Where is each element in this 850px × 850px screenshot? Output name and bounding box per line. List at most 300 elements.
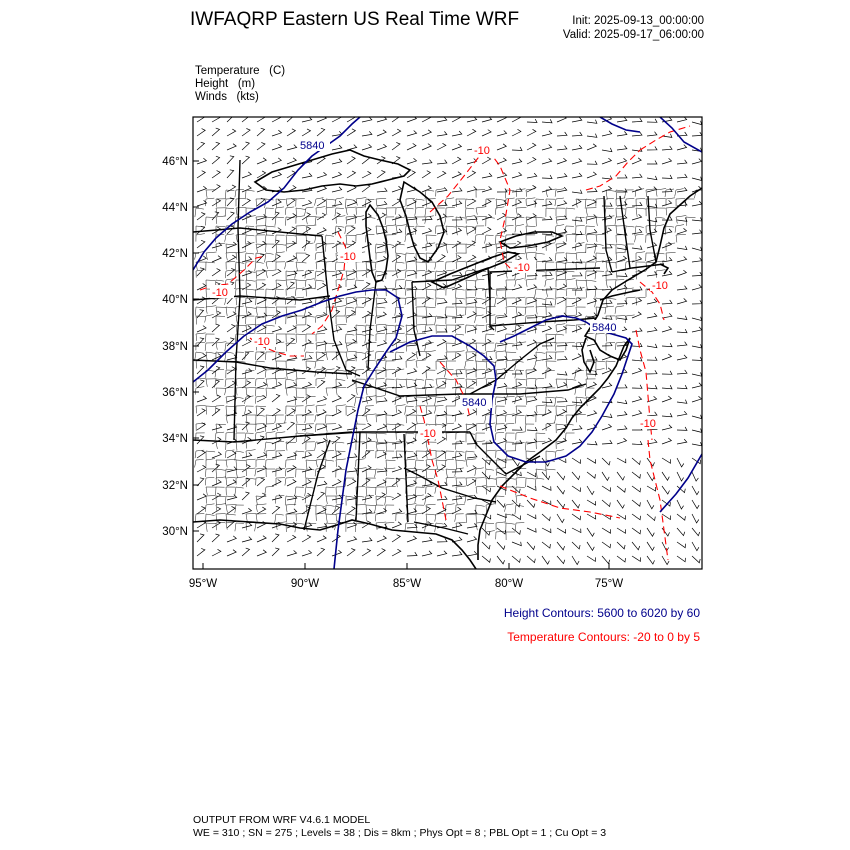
wind-barb: [212, 534, 219, 542]
county-line: [545, 262, 554, 270]
county-line: [406, 261, 416, 269]
county-line: [306, 460, 316, 469]
wind-barb: [602, 486, 611, 491]
county-line: [306, 288, 316, 296]
wind-barb: [677, 472, 684, 481]
wind-barb: [242, 537, 252, 542]
wind-barb: [542, 175, 552, 179]
county-line: [465, 199, 474, 208]
county-line: [386, 361, 395, 369]
wind-barb: [512, 172, 522, 178]
county-line: [275, 207, 284, 215]
wind-barb: [362, 131, 372, 136]
county-line: [266, 307, 275, 316]
county-line: [565, 226, 574, 234]
wind-barb: [617, 411, 627, 416]
county-line: [476, 216, 487, 224]
county-line: [416, 307, 426, 315]
wind-barb: [557, 398, 567, 402]
wind-barb: [647, 119, 657, 123]
lon-label: 85°W: [392, 578, 422, 590]
county-line: [566, 298, 575, 307]
wind-barb: [617, 146, 627, 151]
county-line: [236, 207, 246, 215]
county-line: [306, 316, 315, 325]
wind-barb: [632, 328, 642, 332]
wind-barb: [647, 514, 655, 521]
wind-barb: [287, 114, 295, 122]
county-line: [526, 252, 536, 260]
county-line: [516, 477, 526, 485]
temperature-label: -10: [254, 336, 270, 348]
county-line: [515, 361, 524, 370]
wind-barb: [407, 158, 417, 164]
county-line: [625, 190, 634, 198]
wind-barb: [617, 486, 625, 492]
wind-barb: [617, 556, 626, 562]
wind-barb: [197, 465, 206, 472]
county-line: [446, 325, 456, 333]
wind-barb: [272, 495, 282, 500]
wind-barb: [512, 514, 521, 520]
county-line: [506, 306, 516, 314]
county-line: [375, 513, 384, 521]
wind-barb: [632, 343, 642, 347]
county-line: [306, 216, 316, 224]
county-line: [196, 405, 206, 413]
wind-barb: [467, 536, 477, 542]
county-line: [576, 414, 586, 422]
wind-barb: [257, 452, 267, 458]
county-line: [446, 477, 456, 485]
county-line: [246, 415, 256, 423]
wind-barb: [677, 542, 686, 548]
county-line: [606, 280, 616, 288]
county-line: [576, 217, 585, 226]
county-line: [616, 261, 625, 269]
wind-barb: [437, 117, 447, 122]
county-line: [455, 414, 464, 422]
wind-barb: [662, 242, 671, 248]
wind-barb: [332, 310, 340, 318]
county-line: [686, 217, 696, 226]
wind-barb: [377, 144, 386, 150]
wind-barb: [197, 366, 204, 374]
wind-barb: [572, 145, 582, 150]
county-line: [356, 433, 366, 441]
wind-barb: [602, 472, 609, 480]
wind-barb: [407, 494, 416, 500]
wind-barb: [572, 472, 580, 480]
county-line: [475, 478, 484, 486]
wind-barb: [452, 325, 461, 332]
wind-barb: [452, 396, 461, 403]
county-line: [305, 343, 314, 352]
county-line: [586, 208, 596, 216]
county-line: [415, 487, 424, 495]
wind-barb: [557, 270, 566, 276]
wind-barb: [497, 286, 507, 290]
wind-barb: [377, 229, 387, 234]
county-line: [325, 343, 334, 352]
wind-barb: [272, 200, 281, 206]
county-line: [576, 252, 586, 260]
wind-barb: [692, 542, 699, 551]
wind-barb: [677, 427, 687, 431]
wind-barb: [392, 410, 401, 416]
wind-barb: [602, 556, 610, 564]
county-line: [516, 415, 525, 424]
county-line: [356, 352, 365, 361]
county-line: [466, 514, 476, 523]
county-line: [426, 504, 436, 512]
wind-barb: [602, 424, 611, 430]
wind-barb: [497, 500, 505, 507]
wind-barb: [527, 285, 537, 291]
plot-title: IWFAQRP Eastern US Real Time WRF: [190, 9, 520, 30]
wind-barb: [197, 213, 205, 221]
lon-label: 80°W: [494, 578, 524, 590]
county-line: [456, 432, 465, 440]
wind-barb: [527, 173, 537, 178]
county-line: [265, 235, 274, 243]
wind-barb: [557, 556, 565, 564]
wind-barb: [557, 542, 565, 550]
county-line: [606, 298, 616, 307]
wind-barb: [602, 148, 612, 152]
wind-barb: [617, 542, 625, 549]
wind-barb: [527, 314, 537, 318]
wind-barb: [257, 115, 266, 122]
wind-barb: [287, 509, 297, 514]
county-line: [416, 271, 425, 279]
county-line: [256, 514, 266, 522]
county-line: [486, 531, 495, 539]
wind-barb: [662, 528, 670, 536]
wind-barb: [497, 213, 506, 220]
county-line: [306, 235, 316, 244]
wind-barb: [407, 368, 417, 374]
wind-barb: [332, 550, 341, 556]
wind-barb: [647, 486, 656, 491]
wind-barb: [257, 298, 266, 305]
wind-barb: [482, 157, 491, 164]
wind-barb: [287, 241, 296, 248]
wind-barb: [662, 472, 669, 480]
wind-barb: [512, 427, 522, 431]
county-line: [355, 307, 364, 315]
county-line: [646, 235, 655, 243]
county-line: [216, 522, 225, 530]
county-line: [426, 235, 436, 243]
wind-barb: [677, 355, 687, 360]
county-line: [416, 298, 425, 306]
county-line: [226, 459, 236, 467]
county-line: [236, 297, 246, 305]
county-line: [266, 244, 275, 252]
wind-barb: [392, 466, 402, 472]
county-line: [456, 460, 465, 469]
county-line: [555, 334, 564, 343]
wind-barb: [692, 500, 699, 509]
wind-barb: [197, 494, 206, 500]
county-line: [445, 262, 454, 270]
county-line: [485, 235, 494, 244]
county-line: [486, 306, 496, 314]
wind-barb: [677, 218, 687, 222]
county-line: [436, 415, 445, 424]
wind-barb: [557, 146, 567, 150]
county-line: [395, 369, 404, 377]
county-line: [536, 306, 546, 314]
county-line: [455, 514, 464, 522]
wind-barb: [227, 381, 236, 388]
county-line: [536, 469, 546, 478]
wind-barb: [557, 158, 566, 164]
county-line: [506, 523, 515, 532]
wind-barb: [602, 203, 612, 207]
wind-barb: [692, 344, 702, 348]
wind-barb: [527, 427, 537, 431]
init-time: Init: 2025-09-13_00:00:00: [572, 15, 704, 27]
county-line: [356, 298, 366, 306]
county-line: [366, 513, 375, 521]
wind-barb: [632, 202, 642, 206]
wind-barb: [317, 199, 326, 206]
wind-barb: [467, 199, 476, 206]
county-line: [306, 442, 315, 450]
wind-barb: [542, 528, 551, 533]
county-line: [275, 442, 284, 450]
wind-barb: [392, 326, 402, 332]
wind-barb: [512, 528, 520, 534]
county-line: [256, 415, 265, 424]
wind-barb: [347, 215, 357, 221]
wind-barb: [437, 299, 447, 304]
wind-barb: [617, 175, 627, 179]
county-line: [225, 352, 234, 361]
wind-barb: [602, 257, 612, 262]
wind-barb: [242, 453, 252, 458]
wind-barb: [452, 157, 461, 164]
county-line: [326, 207, 336, 215]
county-line: [385, 505, 394, 513]
county-line: [596, 253, 605, 261]
county-line: [375, 469, 384, 477]
county-line: [206, 459, 215, 467]
wind-barb: [392, 509, 402, 514]
wind-barb: [377, 382, 387, 388]
county-line: [525, 307, 534, 315]
county-line: [245, 262, 254, 270]
county-line: [595, 244, 604, 253]
county-line: [546, 307, 555, 315]
wind-barb: [677, 370, 687, 374]
wind-barb: [362, 171, 371, 178]
county-line: [196, 270, 205, 278]
latitude-labels: [162, 156, 188, 538]
wind-barb: [617, 400, 627, 404]
county-line: [496, 415, 506, 424]
county-line: [335, 262, 344, 270]
temperature-label: -10: [420, 428, 436, 440]
county-line: [546, 208, 555, 217]
county-line: [346, 523, 355, 532]
county-line: [496, 406, 505, 414]
wind-barb: [467, 381, 476, 388]
wind-barb: [527, 486, 536, 490]
wind-barb: [437, 160, 447, 164]
county-line: [265, 298, 274, 307]
wind-barb: [227, 550, 236, 556]
county-line: [365, 288, 374, 296]
county-line: [206, 252, 217, 260]
wind-barb: [692, 217, 702, 221]
county-line: [386, 415, 395, 423]
wind-barb: [197, 310, 204, 318]
wind-barb: [197, 115, 205, 122]
wind-barb: [692, 258, 702, 262]
county-line: [386, 460, 396, 469]
county-line: [205, 315, 214, 323]
wind-barb: [587, 215, 597, 221]
county-line: [295, 288, 304, 296]
wind-barb: [437, 229, 447, 234]
wind-barb: [302, 325, 310, 332]
wind-barb: [482, 130, 491, 136]
wind-barb: [677, 514, 685, 520]
county-line: [566, 325, 575, 333]
wind-barb: [257, 536, 266, 542]
wind-barb: [392, 285, 402, 290]
wind-barb: [422, 551, 432, 556]
county-line: [405, 451, 414, 460]
wind-barb: [467, 479, 476, 486]
county-line: [506, 478, 515, 487]
wind-barb: [197, 186, 206, 192]
county-line: [505, 504, 514, 512]
county-line: [476, 361, 486, 370]
wind-barb: [407, 312, 417, 318]
wind-barb: [362, 242, 371, 248]
county-line: [416, 451, 426, 459]
wind-barb: [467, 510, 477, 514]
wind-barb: [197, 338, 204, 346]
wind-barb: [227, 129, 236, 136]
wind-barb: [377, 452, 386, 458]
county-line: [486, 244, 495, 253]
wind-barb: [677, 160, 687, 164]
lat-label: 32°N: [162, 480, 188, 492]
wind-barb: [347, 298, 357, 304]
wind-barb: [227, 536, 236, 542]
county-line: [386, 442, 395, 451]
wind-barb: [527, 368, 536, 374]
wind-barb: [632, 556, 641, 561]
wind-barb: [677, 500, 684, 509]
county-line: [306, 361, 315, 369]
wind-barb: [572, 343, 582, 347]
county-line: [455, 325, 464, 333]
county-line: [265, 253, 274, 262]
county-line: [206, 334, 215, 342]
wind-barb: [542, 556, 549, 564]
wind-barb: [572, 514, 581, 520]
wind-barb: [497, 356, 507, 360]
wind-barb: [347, 381, 356, 388]
county-line: [485, 523, 494, 532]
wind-barb: [317, 438, 327, 444]
wind-barb: [482, 556, 490, 562]
county-line: [236, 387, 246, 395]
wind-barb: [692, 230, 702, 234]
wind-barb: [512, 147, 522, 151]
wind-barb: [527, 514, 536, 519]
county-line: [206, 514, 215, 524]
county-line: [616, 235, 625, 243]
wind-barb: [617, 384, 627, 388]
wind-barb: [347, 270, 356, 277]
wind-barb: [692, 396, 702, 402]
county-line: [246, 298, 255, 307]
county-line: [456, 298, 465, 307]
county-line: [326, 388, 336, 396]
county-line: [596, 234, 606, 242]
county-line: [365, 315, 374, 323]
county-line: [305, 243, 314, 251]
county-line: [295, 487, 304, 495]
wind-barb: [302, 493, 311, 500]
wind-barb: [677, 174, 687, 178]
wind-barb: [347, 200, 356, 206]
wind-barb: [422, 144, 431, 150]
wind-barb: [632, 158, 641, 164]
wind-barb: [377, 440, 387, 444]
wind-barb: [572, 556, 579, 565]
county-line: [475, 468, 484, 476]
wind-barb: [602, 542, 611, 548]
county-line: [486, 487, 495, 495]
wind-barb: [557, 356, 567, 360]
county-line: [246, 424, 256, 432]
county-line: [436, 289, 445, 298]
wind-barb: [527, 397, 537, 402]
wind-barb: [632, 542, 640, 550]
wind-barb: [692, 556, 700, 563]
wind-barb: [332, 172, 341, 178]
county-line: [216, 487, 225, 495]
county-line: [466, 289, 475, 298]
wind-barb: [497, 131, 507, 137]
wind-barb: [257, 478, 265, 486]
wind-barb: [662, 200, 672, 206]
county-line: [266, 270, 276, 278]
wind-barb: [557, 472, 565, 480]
county-line: [285, 415, 294, 423]
wind-barb: [602, 354, 612, 360]
wind-barb: [317, 492, 324, 500]
wind-barb: [332, 396, 341, 402]
wind-barb: [692, 357, 702, 361]
wind-barb: [452, 172, 461, 178]
county-line: [576, 280, 587, 289]
county-line: [356, 459, 365, 467]
wind-barb: [542, 472, 550, 480]
wind-barb: [497, 514, 506, 518]
wind-barb: [557, 528, 566, 533]
wind-barb: [527, 472, 536, 477]
height-label: 5840: [592, 322, 617, 334]
